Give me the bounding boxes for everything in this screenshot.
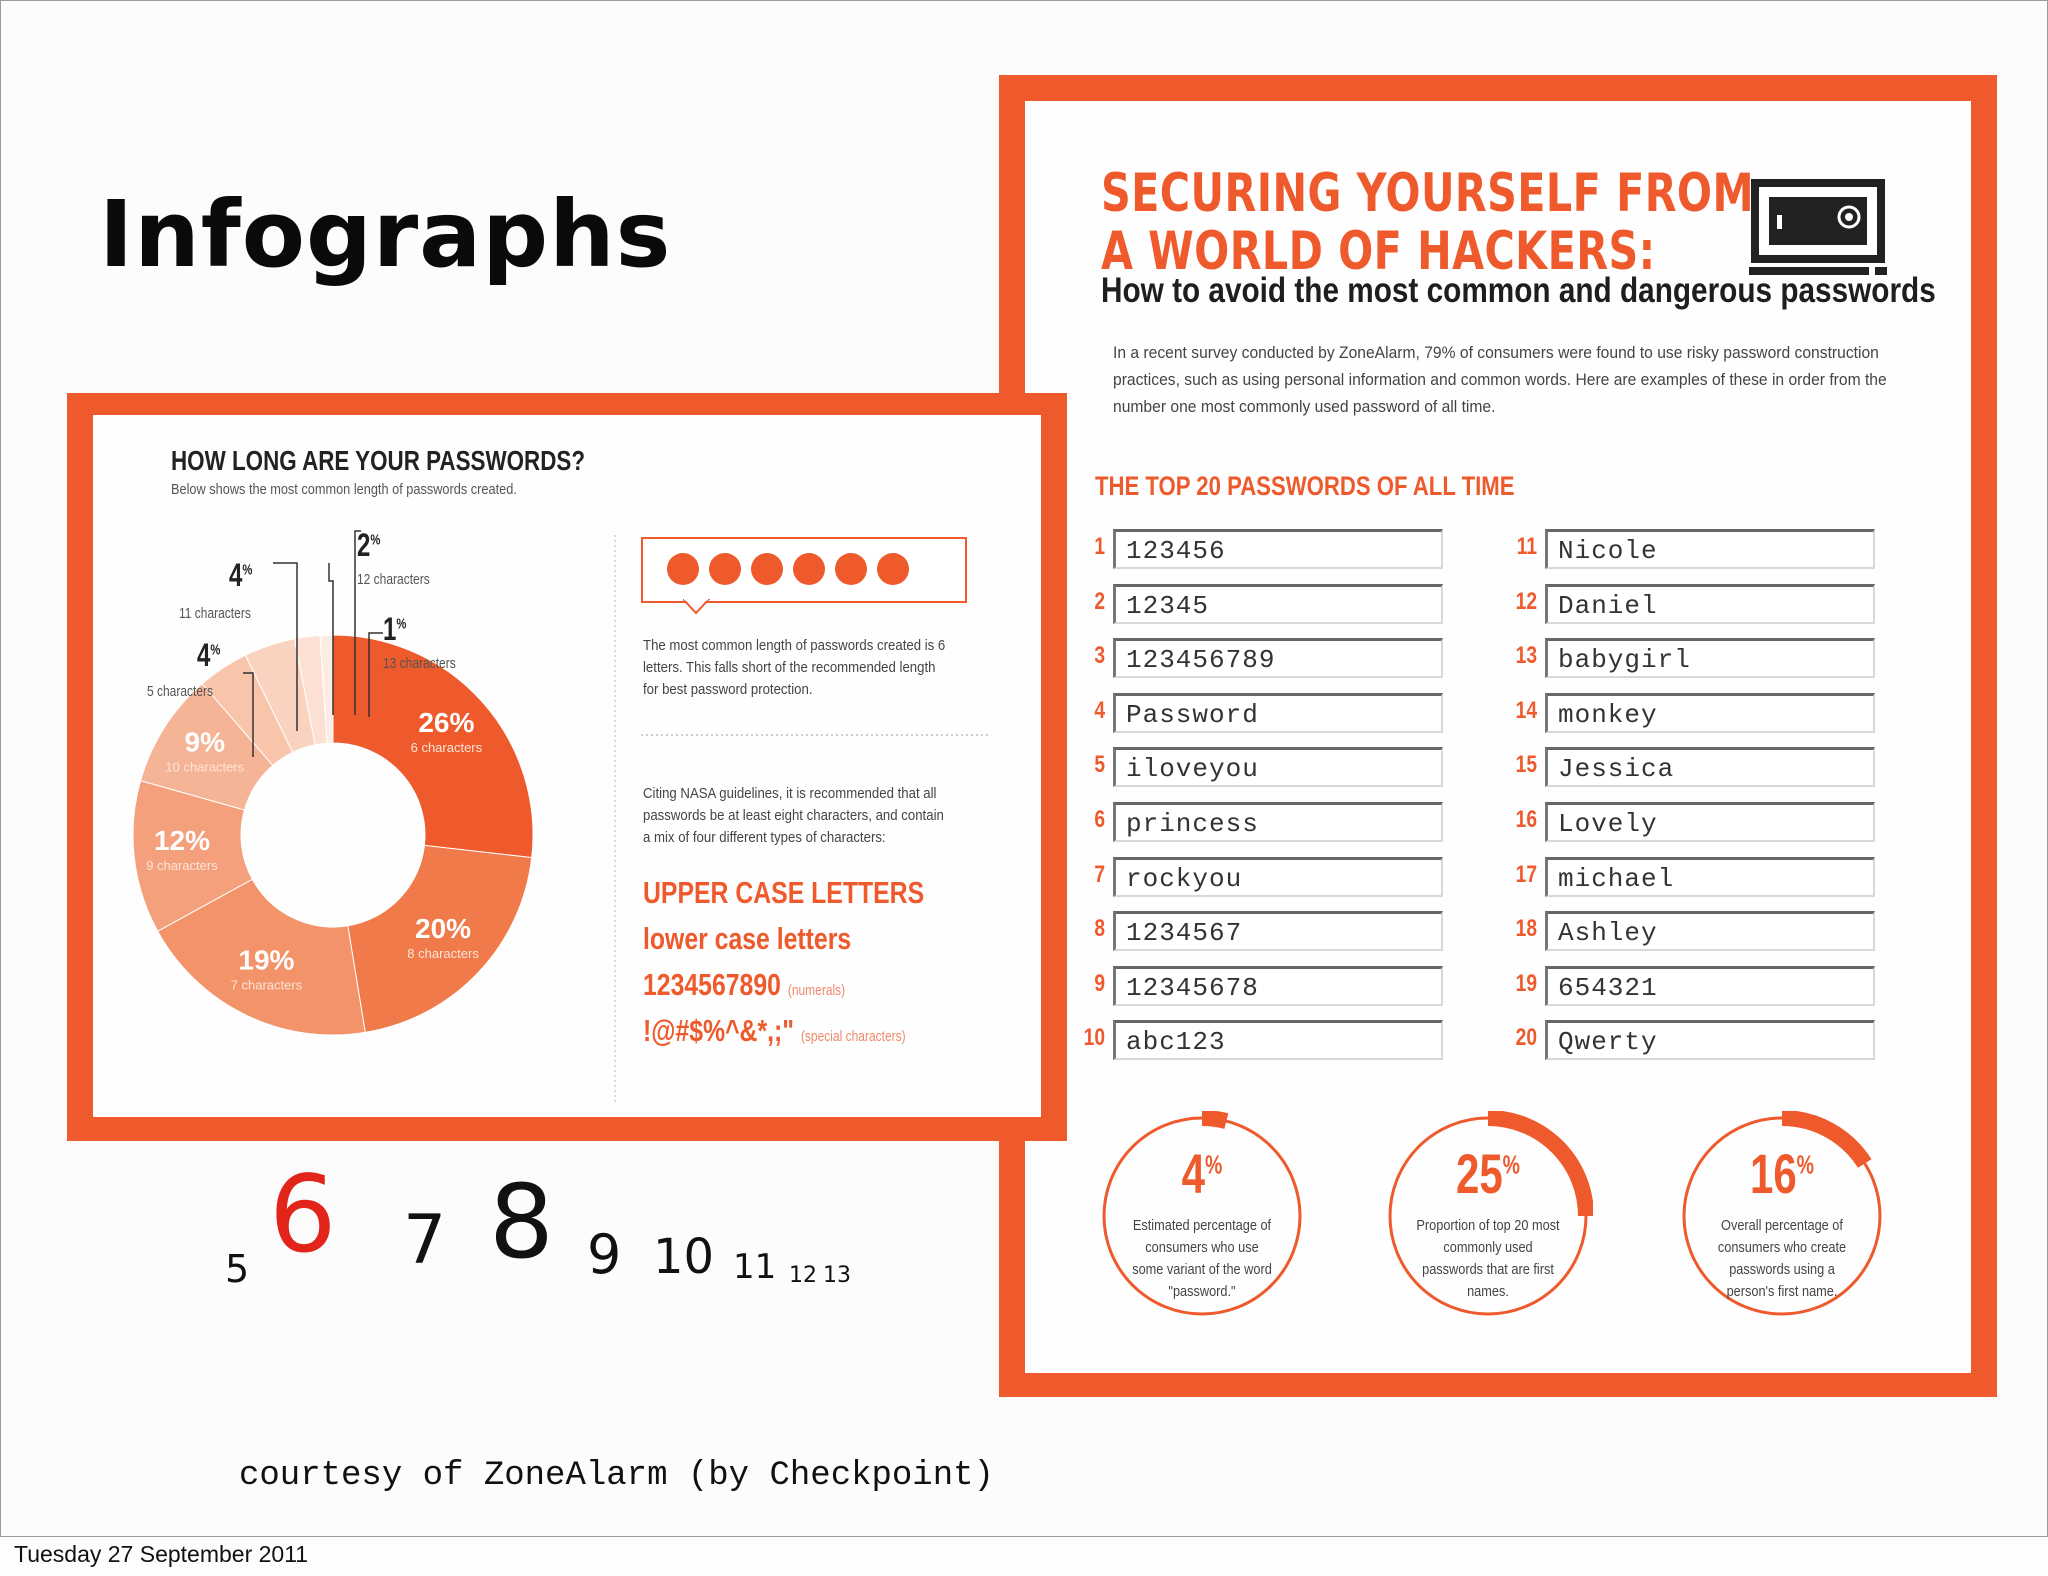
slice-pct-label: 12% <box>153 825 210 857</box>
upper-case-example: UPPER CASE LETTERS <box>643 875 925 910</box>
password-text: Jessica <box>1558 754 1675 785</box>
password-field <box>1113 747 1443 787</box>
dotted-divider <box>641 733 991 737</box>
scale-number: 7 <box>403 1201 447 1280</box>
password-rank: 12 <box>1515 587 1537 615</box>
stat-description: Estimated percentage of consumers who use some variant of the word "password." <box>1132 1217 1272 1300</box>
password-rank: 19 <box>1515 969 1537 997</box>
password-field <box>1113 638 1443 678</box>
callout-5-chars-label: 5 characters <box>147 683 214 700</box>
password-field <box>1545 1020 1875 1060</box>
password-field <box>1545 911 1875 951</box>
infographic-intro: In a recent survey conducted by ZoneAlarm, 79% of consumers were found to use risky password construction practices, such as using personal information and common words. Here are examples of these in order from the number one most commonly used password of all time. <box>1113 343 1887 416</box>
password-text: Password <box>1126 699 1259 730</box>
speech-tail <box>683 599 713 615</box>
password-text: babygirl <box>1558 645 1691 676</box>
password-dot <box>751 553 783 585</box>
password-text: Daniel <box>1558 590 1658 621</box>
password-rank: 13 <box>1515 642 1537 670</box>
password-rank: 17 <box>1515 860 1537 888</box>
slice-length-label: 7 characters <box>230 977 303 993</box>
scale-number: 9 <box>587 1223 622 1286</box>
callout-12-chars-pct: 2% <box>357 527 381 563</box>
slice-length-label: 10 characters <box>165 759 245 775</box>
stat-circle <box>1677 1111 1887 1321</box>
scale-number: 8 <box>489 1163 554 1282</box>
password-dot <box>667 553 699 585</box>
password-rank: 16 <box>1515 806 1537 833</box>
infographic-title-line1: SECURING YOURSELF FROM <box>1101 163 1754 224</box>
password-field <box>1113 529 1443 569</box>
password-rank: 6 <box>1094 806 1105 833</box>
password-rank: 3 <box>1094 642 1105 670</box>
scale-number: 12 <box>789 1263 817 1288</box>
password-text: iloveyou <box>1126 754 1259 785</box>
password-text: michael <box>1558 863 1675 894</box>
password-rank: 11 <box>1516 533 1537 560</box>
password-rank: 7 <box>1094 860 1105 888</box>
footer-date: Tuesday 27 September 2011 <box>14 1541 309 1567</box>
password-rank: 4 <box>1094 696 1105 724</box>
password-field <box>1113 693 1443 733</box>
slice-pct-label: 19% <box>238 944 295 976</box>
password-field <box>1113 966 1443 1006</box>
scale-number: 11 <box>733 1247 777 1287</box>
password-field <box>1545 857 1875 897</box>
lower-case-example: lower case letters <box>643 921 852 956</box>
password-field <box>1113 857 1443 897</box>
common-length-note: The most common length of passwords created is 6 letters. This falls short of the recommended length for best password protection. <box>643 637 946 698</box>
slice-length-label: 6 characters <box>410 739 483 755</box>
password-text: Nicole <box>1558 536 1658 566</box>
infographic-body <box>93 415 1041 1117</box>
password-text: 123456789 <box>1126 645 1276 676</box>
numerals-example: 1234567890 (numerals) <box>643 967 846 1002</box>
slice-pct-label: 20% <box>415 912 472 944</box>
stat-percentage: 16% <box>1749 1142 1815 1205</box>
password-field <box>1545 693 1875 733</box>
stat-circle <box>1383 1111 1593 1321</box>
password-text: 123456 <box>1126 536 1226 566</box>
password-text: monkey <box>1558 699 1658 730</box>
slice-pct-label: 9% <box>184 726 226 758</box>
stat-circle <box>1097 1111 1307 1321</box>
password-field <box>1545 638 1875 678</box>
password-field <box>1545 747 1875 787</box>
password-length-infographic <box>67 393 1067 1141</box>
slice-pct-label: 26% <box>418 706 475 738</box>
password-text: abc123 <box>1126 1027 1226 1058</box>
scale-number-highlighted: 6 <box>269 1153 337 1276</box>
password-rank: 10 <box>1083 1024 1105 1052</box>
chart-subtitle: Below shows the most common length of passwords created. <box>171 481 517 498</box>
password-field <box>1545 584 1875 624</box>
password-field <box>1545 802 1875 842</box>
six-char-password-graphic <box>641 537 967 603</box>
password-field <box>1113 1020 1443 1060</box>
password-dot <box>835 553 867 585</box>
stat-description: Proportion of top 20 most commonly used passwords that are first names. <box>1416 1217 1560 1300</box>
slice-length-label: 8 characters <box>407 945 479 961</box>
callout-leader-lines <box>93 415 563 1115</box>
password-list-infographic <box>999 75 1997 1397</box>
password-rank: 2 <box>1094 587 1105 615</box>
slice-length-label: 9 characters <box>146 858 218 874</box>
password-text: 12345678 <box>1126 972 1259 1003</box>
password-field <box>1545 966 1875 1006</box>
callout-13-chars-label: 13 characters <box>383 655 456 672</box>
chart-title: HOW LONG ARE YOUR PASSWORDS? <box>171 445 585 476</box>
password-text: rockyou <box>1126 863 1243 894</box>
password-text: Ashley <box>1558 918 1658 949</box>
scale-number: 13 <box>823 1263 851 1288</box>
courtesy-credit: courtesy of ZoneAlarm (by Checkpoint) <box>239 1457 994 1495</box>
password-text: princess <box>1126 809 1259 839</box>
stat-percentage: 4% <box>1181 1142 1223 1205</box>
password-field <box>1113 584 1443 624</box>
scale-number: 5 <box>225 1247 250 1291</box>
password-dot <box>793 553 825 585</box>
password-dot <box>877 553 909 585</box>
password-rank: 20 <box>1515 1024 1537 1052</box>
password-rank: 1 <box>1094 533 1105 560</box>
callout-11-chars-pct: 4% <box>229 557 253 593</box>
top-passwords-heading: THE TOP 20 PASSWORDS OF ALL TIME <box>1095 471 1515 501</box>
slide-title: Infographs <box>99 181 672 288</box>
nasa-guideline-note: Citing NASA guidelines, it is recommended that all passwords be at least eight characters, and contain a mix of four different types of characters: <box>643 785 944 846</box>
stat-arc <box>1202 1118 1226 1121</box>
password-text: 12345 <box>1126 590 1210 621</box>
password-rank: 14 <box>1515 696 1537 724</box>
infographic-subtitle: How to avoid the most common and dangerous passwords <box>1101 271 1936 310</box>
password-text: Qwerty <box>1558 1027 1658 1058</box>
stat-description: Overall percentage of consumers who create passwords using a person's first name. <box>1717 1217 1847 1300</box>
password-rank: 15 <box>1515 751 1537 779</box>
dotted-separator <box>613 535 617 1105</box>
infographic-title-line2: A WORLD OF HACKERS: <box>1101 221 1656 282</box>
password-rank: 9 <box>1094 969 1105 997</box>
callout-12-chars-label: 12 characters <box>357 571 430 588</box>
password-rank: 18 <box>1515 915 1537 943</box>
password-field <box>1113 911 1443 951</box>
callout-11-chars-label: 11 characters <box>179 605 251 622</box>
password-dot <box>709 553 741 585</box>
password-field <box>1545 529 1875 569</box>
callout-5-chars-pct: 4% <box>197 637 221 673</box>
password-text: 654321 <box>1558 972 1658 1003</box>
password-text: Lovely <box>1558 809 1658 839</box>
callout-13-chars-pct: 1% <box>383 611 407 647</box>
special-chars-example: !@#$%^&*,;" (special characters) <box>643 1013 906 1048</box>
password-field <box>1113 802 1443 842</box>
password-rank: 8 <box>1094 915 1105 943</box>
stat-percentage: 25% <box>1455 1142 1521 1205</box>
password-text: 1234567 <box>1126 918 1243 949</box>
password-rank: 5 <box>1094 751 1105 779</box>
infographic-body <box>1025 101 1971 1373</box>
scale-number: 10 <box>653 1229 715 1285</box>
